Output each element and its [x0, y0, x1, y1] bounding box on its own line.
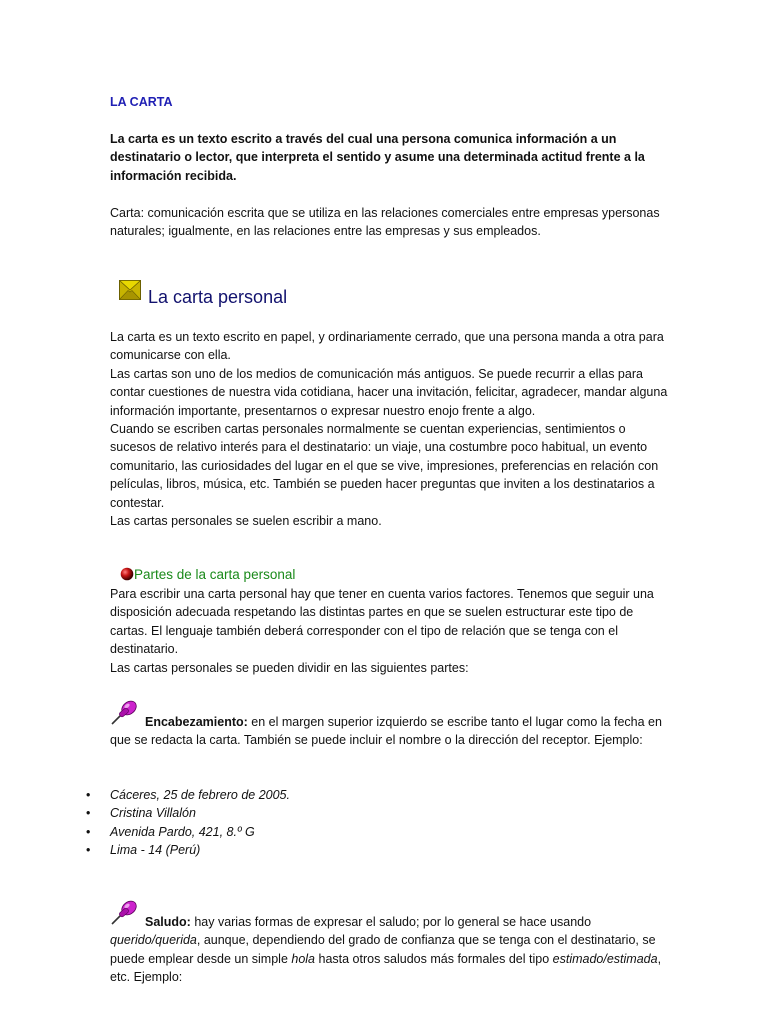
envelope-icon [119, 280, 141, 300]
saludo-label: Saludo: [145, 915, 191, 929]
saludo-example-querido: querido/querida [110, 933, 197, 948]
saludo-text: hay varias formas de expresar el saludo; por lo general se hace usando [190, 915, 592, 929]
saludo-text: , etc. Ejemplo: [110, 951, 662, 985]
section-title-personal: La carta personal [148, 287, 288, 307]
paragraph: Cuando se escriben cartas personales normalmente se cuentan experiencias, sentimientos o sucesos de relativo interés para el destinatario: un viaje, una costumbre poco habitual, un evento comunitario, las curiosidades del lugar en el que se vive, impresiones, preferencias en relación con películas, libros, música, etc. También se pueden hacer preguntas que inviten a los destinatarios a contestar. [110, 422, 659, 510]
list-item-text: Cristina Villalón [110, 806, 196, 821]
saludo-example-hola: hola [291, 951, 316, 966]
bullet: • [86, 843, 91, 858]
list-item-text: Lima - 14 (Perú) [110, 843, 201, 858]
section-title-partes: Partes de la carta personal [134, 567, 296, 582]
definition-paragraph: Carta: comunicación escrita que se utiliza en las relaciones comerciales entre empresas ypersonas naturales; igualmente, en las relaciones entre las empresas y sus empleados. [110, 206, 660, 239]
list-item [86, 823, 290, 841]
saludo-text: , aunque, dependiendo del grado de confianza que se tenga con el destinatario, se puede emplear desde un simple [110, 933, 656, 966]
encabezamiento-label: Encabezamiento: [145, 715, 248, 729]
encabezamiento-text: en el margen superior izquierdo se escribe tanto el lugar como la fecha en que se redacta la carta. También se puede incluir el nombre o la dirección del receptor. Ejemplo: [110, 715, 662, 748]
bullet: • [86, 824, 91, 839]
personal-letter-text [110, 328, 670, 530]
red-ball-icon [120, 567, 134, 581]
paragraph: Para escribir una carta personal hay que tener en cuenta varios factores. Tenemos que seguir una disposición adecuada respetando las distintas partes en que se suelen estructurar este tipo de cartas. El lenguaje también deberá corresponder con el tipo de relación que se tenga con el destinatario. [110, 587, 654, 657]
saludo-text: hasta otros saludos más formales del tipo [315, 951, 553, 966]
paragraph: Las cartas son uno de los medios de comunicación más antiguos. Se puede recurrir a ellas para contar cuestiones de nuestra vida cotidiana, hacer una invitación, felicitar, agradecer, mandar alguna información importante, presentarnos o expresar nuestro enojo frente a algo. [110, 366, 668, 418]
bullet: • [86, 788, 91, 802]
list-item-text: Avenida Pardo, 421, 8.º G [110, 824, 255, 839]
partes-text [110, 585, 670, 677]
document-title: LA CARTA [110, 95, 173, 109]
intro-paragraph: La carta es un texto escrito a través del cual una persona comunica información a un destinatario o lector, que interpreta el sentido y asume una determinada actitud frente a la información recibida. [110, 132, 645, 183]
bullet: • [86, 806, 91, 821]
list-item [86, 841, 290, 859]
paragraph: La carta es un texto escrito en papel, y ordinariamente cerrado, que una persona manda a otra para comunicarse con ella. [110, 330, 664, 363]
example-address-list [86, 786, 290, 860]
encabezamiento-paragraph [110, 713, 670, 750]
list-item [86, 804, 290, 822]
list-item-text: Cáceres, 25 de febrero de 2005. [110, 788, 290, 802]
paragraph: Las cartas personales se pueden dividir en las siguientes partes: [110, 660, 469, 675]
list-item [86, 786, 290, 804]
saludo-paragraph [110, 913, 670, 987]
paragraph: Las cartas personales se suelen escribir a mano. [110, 514, 382, 529]
saludo-example-estimado: estimado/estimada [552, 951, 658, 966]
